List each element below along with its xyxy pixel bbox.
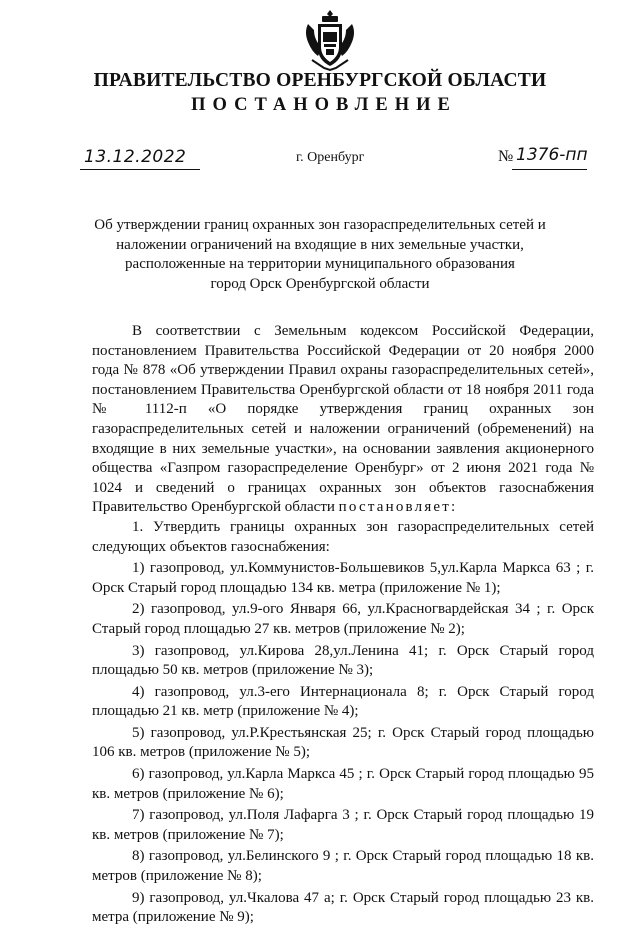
coat-of-arms-icon	[302, 8, 358, 72]
list-item: 4) газопровод, ул.3-его Интернационала 8; г. Орск Старый город площадью 21 кв. метр (приложение № 4);	[92, 683, 594, 720]
government-name: ПРАВИТЕЛЬСТВО ОРЕНБУРГСКОЙ ОБЛАСТИ	[93, 70, 547, 91]
document-title	[0, 216, 640, 294]
number-underline	[512, 169, 587, 170]
title-line: наложении ограничений на входящие в них земельные участки,	[116, 236, 524, 253]
title-line: Об утверждении границ охранных зон газораспределительных сетей и	[94, 217, 546, 233]
document-body	[92, 322, 594, 928]
list-item: 1) газопровод, ул.Коммунистов-Большевиков 5,ул.Карла Маркса 63 ; г. Орск Старый город площадью 134 кв. метра (приложение № 1);	[92, 560, 594, 596]
list-item: 8) газопровод, ул.Белинского 9 ; г. Орск Старый город площадью 18 кв. метров (приложение № 8);	[92, 848, 594, 885]
list-item: 6) газопровод, ул.Карла Маркса 45 ; г. Орск Старый город площадью 95 кв. метров (приложение № 6);	[92, 766, 594, 802]
document-type: ПОСТАНОВЛЕНИЕ	[191, 95, 457, 115]
title-line: расположенные на территории муниципального образования	[125, 256, 515, 272]
list-item: 5) газопровод, ул.Р.Крестьянская 25; г. Орск Старый город площадью 106 кв. метров (приложение № 5);	[92, 724, 594, 761]
document-number: 1376-пп	[516, 145, 588, 165]
document-date: 13.12.2022	[84, 147, 187, 167]
resolves-word: постановляет:	[338, 499, 458, 516]
number-label: №	[498, 148, 514, 165]
title-line: город Орск Оренбургской области	[210, 275, 430, 292]
clause-1: 1. Утвердить границы охранных зон газораспределительных сетей следующих объектов газоснабжения:	[92, 518, 594, 555]
preamble-text: В соответствии с Земельным кодексом Российской Федерации, постановлением Правительства Российской Федерации от 20 ноября 2000 года № 878 «Об утверждении Правил охраны газораспределительных сетей», постановлением Правительства Оренбургской области от 18 ноября 2011 года № 1112-п «О порядке утверждения границ охранных зон газораспределительных сетей и наложении ограничений (обременений) на входящие в них земельные участки», на основании заявления акционерного общества «Газпром газораспределение Оренбург» от 2 июня 2021 года № 1024 и сведений о границах охранных зон объектов газоснабжения Правительство Оренбургской области	[92, 323, 594, 516]
document-meta	[0, 147, 640, 177]
preamble-paragraph	[92, 322, 594, 518]
list-item: 3) газопровод, ул.Кирова 28,ул.Ленина 41; г. Орск Старый город площадью 50 кв. метров (приложение № 3);	[92, 642, 594, 679]
list-item: 9) газопровод, ул.Чкалова 47 а; г. Орск Старый город площадью 23 кв. метра (приложение № 9);	[92, 889, 594, 926]
list-item: 7) газопровод, ул.Поля Лафарга 3 ; г. Орск Старый город площадью 19 кв. метров (приложение № 7);	[92, 807, 594, 843]
document-city: г. Оренбург	[296, 150, 365, 165]
date-underline	[80, 169, 200, 170]
list-item: 2) газопровод, ул.9-ого Января 66, ул.Красногвардейская 34 ; г. Орск Старый город площадью 27 кв. метров (приложение № 2);	[92, 601, 594, 637]
